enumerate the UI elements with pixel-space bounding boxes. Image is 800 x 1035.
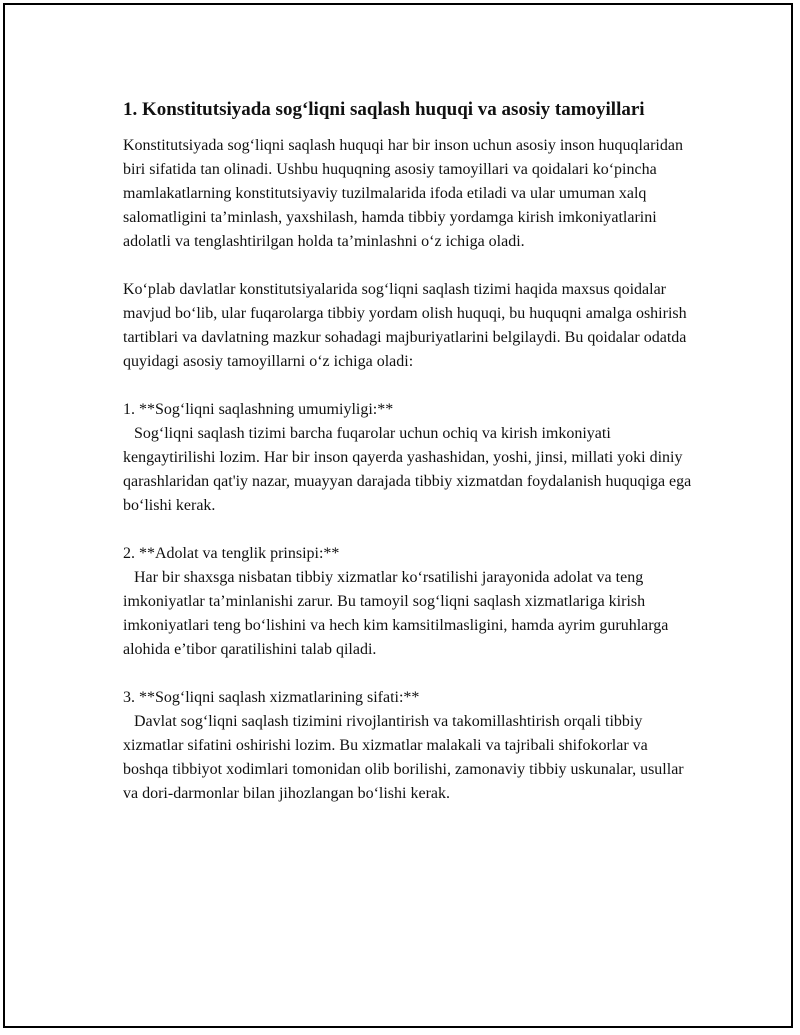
list-item-heading: 3. **Sog‘liqni saqlash xizmatlarining sifati:**	[123, 689, 420, 706]
list-item	[123, 542, 693, 662]
list-item-body: Davlat sog‘liqni saqlash tizimini rivojlantirish va takomillashtirish orqali tibbiy xizmatlar sifatini oshirishi lozim. Bu xizmatlar malakali va tajribali shifokorlar va boshqa tibbiyot xodimlari tomonidan olib borilishi, zamonaviy tibbiy uskunalar, usullar va dori-darmonlar bilan jihozlangan bo‘lishi kerak.	[123, 713, 684, 802]
list-item-heading: 1. **Sog‘liqni saqlashning umumiyligi:**	[123, 401, 394, 418]
document-title: 1. Konstitutsiyada sog‘liqni saqlash huquqi va asosiy tamoyillari	[123, 99, 645, 120]
paragraph-intro: Konstitutsiyada sog‘liqni saqlash huquqi har bir inson uchun asosiy inson huquqlaridan biri sifatida tan olinadi. Ushbu huquqning asosiy tamoyillari va qoidalari ko‘pincha mamlakatlarning konstitutsiyaviy tuzilmalarida ifoda etiladi va ular umuman xalq salomatligini ta’minlash, yaxshilash, hamda tibbiy yordamga kirish imkoniyatlarini adolatli va tenglashtirilgan holda ta’minlashni o‘z ichiga oladi.	[123, 137, 683, 250]
list-item-body: Har bir shaxsga nisbatan tibbiy xizmatlar ko‘rsatilishi jarayonida adolat va teng imkoniyatlar ta’minlanishi zarur. Bu tamoyil sog‘liqni saqlash xizmatlariga kirish imkoniyatlari teng bo‘lishini va hech kim kamsitilmasligini, hamda ayrim guruhlarga alohida e’tibor qaratilishini talab qiladi.	[123, 569, 669, 658]
page-frame	[3, 3, 793, 1028]
paragraph-principles-intro: Ko‘plab davlatlar konstitutsiyalarida sog‘liqni saqlash tizimi haqida maxsus qoidalar mavjud bo‘lib, ular fuqarolarga tibbiy yordam olish huquqi, bu huquqni amalga oshirish tartiblari va davlatning mazkur sohadagi majburiyatlarini belgilaydi. Bu qoidalar odatda quyidagi asosiy tamoyillarni o‘z ichiga oladi:	[123, 281, 687, 370]
list-item	[123, 398, 693, 518]
list-item-body: Sog‘liqni saqlash tizimi barcha fuqarolar uchun ochiq va kirish imkoniyati kengaytirilishi lozim. Har bir inson qayerda yashashidan, yoshi, jinsi, millati yoki diniy qarashlaridan qat'iy nazar, muayyan darajada tibbiy xizmatdan foydalanish huquqiga ega bo‘lishi kerak.	[123, 425, 692, 514]
list-item-heading: 2. **Adolat va tenglik prinsipi:**	[123, 545, 340, 562]
document-content	[123, 97, 693, 830]
list-item	[123, 686, 693, 806]
